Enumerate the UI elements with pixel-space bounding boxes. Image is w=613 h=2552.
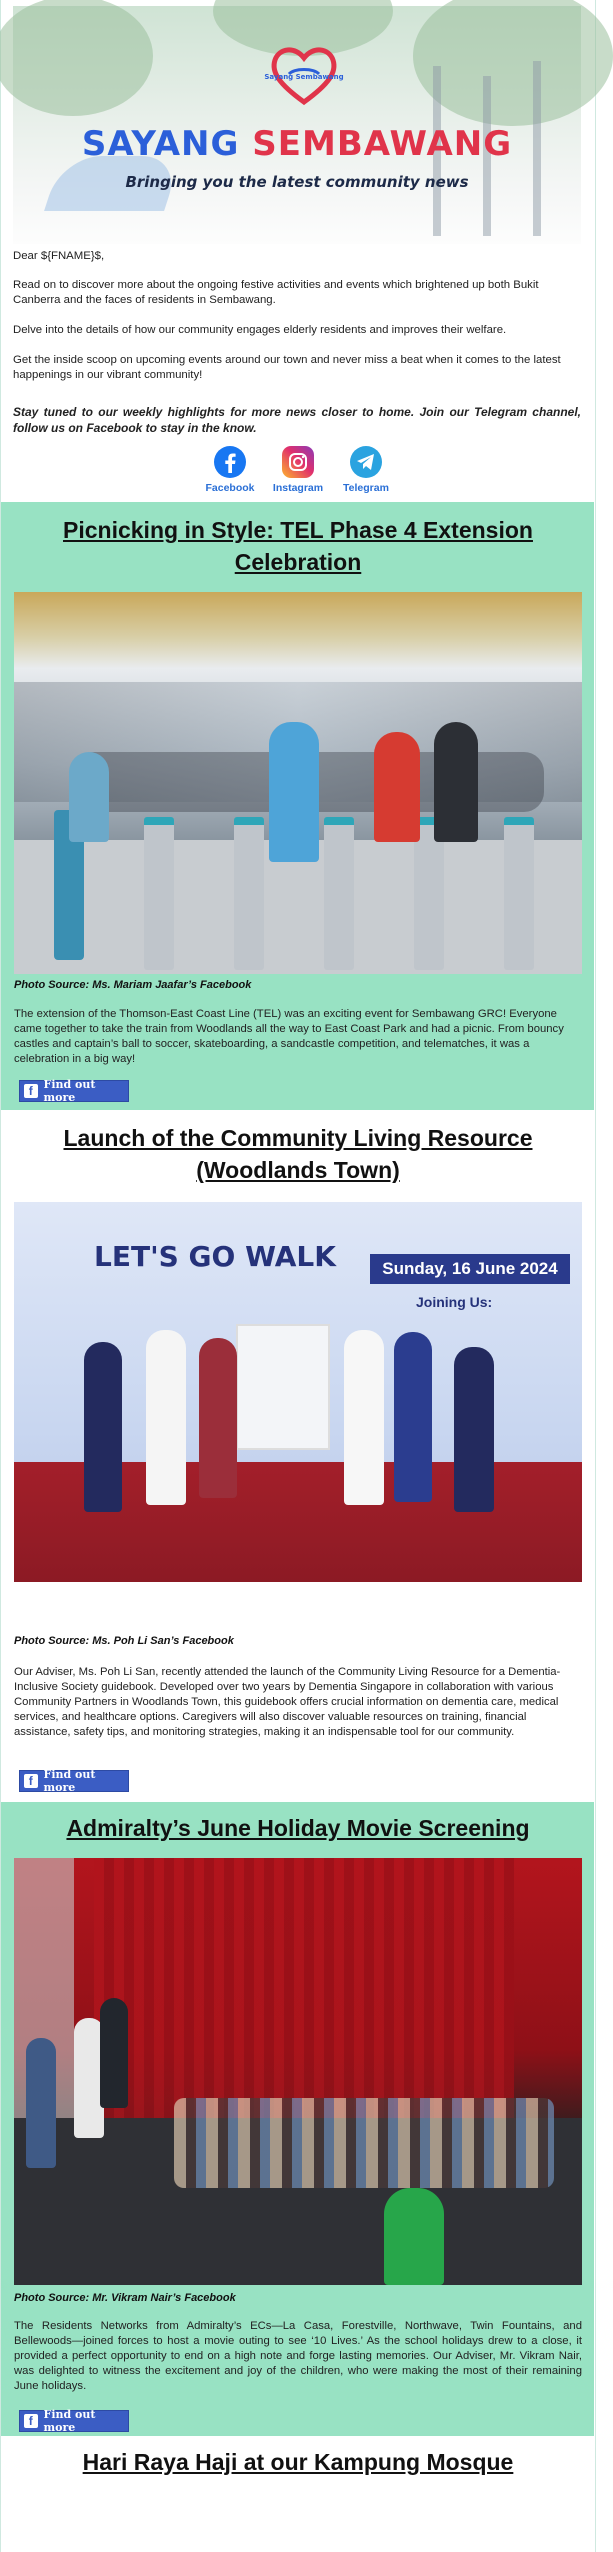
logo-text: Sayang Sembawang	[264, 73, 344, 81]
guidebook-poster	[236, 1324, 330, 1450]
section-hari-raya-haji	[1, 2436, 594, 2552]
section-body: Our Adviser, Ms. Poh Li San, recently attended the launch of the Community Living Resource for a Dementia-Inclusive Society guidebook. Developed over two years by Dementia Singapore in collaboration with various Community Partners in Woodlands Town, this guidebook offers crucial information on dementia care, medical services, and healthcare options. Caregivers will also discover valuable resources on training, financial assistance, safety tips, and monitoring strategies, making it an indispensable tool for our community.	[14, 1666, 561, 1738]
section-community-living	[1, 1110, 594, 1802]
tel-station-photo	[14, 592, 582, 974]
find-out-more-button[interactable]	[19, 1770, 129, 1792]
instagram-icon	[282, 446, 314, 478]
section-title: Admiralty’s June Holiday Movie Screening	[66, 1815, 530, 1841]
title-part-1: SAYANG	[81, 124, 240, 164]
find-out-more-label: Find out more	[43, 1078, 96, 1104]
facebook-icon: f	[24, 1774, 38, 1788]
section-tel-extension	[1, 502, 594, 1110]
section-title: Launch of the Community Living Resource (Woodlands Town)	[63, 1125, 533, 1183]
section-body: The extension of the Thomson-East Coast Line (TEL) was an exciting event for Sembawang GRC! Everyone came together to take the train from Woodlands all the way to East Coast Park and had a picnic. From bouncy castles and captain’s ball to soccer, skateboarding, a sandcastle competition, and telematches, it was a celebration in a big way!	[14, 1008, 564, 1065]
find-out-more-label: Find out more	[43, 1768, 96, 1794]
intro-paragraph-3: Get the inside scoop on upcoming events around our town and never miss a beat when it comes to the latest happenings in our vibrant community!	[13, 354, 561, 381]
find-out-more-button[interactable]	[19, 2410, 129, 2432]
telegram-label: Telegram	[343, 482, 389, 494]
stay-tuned-text: Stay tuned to our weekly highlights for more news closer to home. Join our Telegram channel, follow us on Facebook to stay in the know.	[13, 405, 581, 435]
facebook-icon	[214, 446, 246, 478]
title-part-2: SEMBAWANG	[252, 124, 513, 164]
banner-text: LET'S GO WALK	[94, 1240, 336, 1273]
telegram-icon	[350, 446, 382, 478]
sayang-sembawang-logo	[259, 44, 349, 114]
section-title: Hari Raya Haji at our Kampung Mosque	[82, 2449, 514, 2475]
event-date: Sunday, 16 June 2024	[370, 1254, 570, 1284]
movie-screening-photo	[14, 1858, 582, 2285]
photo-caption: Photo Source: Ms. Poh Li San’s Facebook	[14, 1635, 234, 1647]
intro-paragraph-2: Delve into the details of how our community engages elderly residents and improves their welfare.	[13, 324, 507, 336]
newsletter-title	[13, 124, 581, 164]
telegram-link[interactable]	[336, 446, 396, 494]
facebook-label: Facebook	[205, 482, 255, 494]
newsletter-subtitle: Bringing you the latest community news	[125, 173, 469, 191]
instagram-link[interactable]	[268, 446, 328, 494]
facebook-icon: f	[24, 1084, 38, 1098]
facebook-icon: f	[24, 2414, 38, 2428]
facebook-link[interactable]	[200, 446, 260, 494]
community-living-photo	[14, 1202, 582, 1582]
section-body: The Residents Networks from Admiralty’s ECs—La Casa, Forestville, Northwave, Twin Fountains, and Bellewoods—joined forces to host a movie outing to see ‘10 Lives.’ As the school holidays drew to a close, it provided a perfect opportunity to end on a high note and forge lasting memories. Our Adviser, Mr. Vikram Nair, was delighted to witness the excitement and joy of the children, who were making the most of their remaining June holidays.	[14, 2320, 582, 2392]
greeting: Dear ${FNAME}$,	[13, 250, 105, 262]
photo-caption: Photo Source: Mr. Vikram Nair’s Facebook	[14, 2292, 236, 2304]
header-banner	[13, 6, 581, 244]
section-title: Picnicking in Style: TEL Phase 4 Extension Celebration	[63, 517, 533, 575]
find-out-more-button[interactable]	[19, 1080, 129, 1102]
joining-text: Joining Us:	[416, 1294, 493, 1310]
instagram-label: Instagram	[272, 482, 324, 494]
heart-logo-icon	[264, 44, 344, 106]
intro-paragraph-1: Read on to discover more about the ongoing festive activities and events which brightened up both Bukit Canberra and the faces of residents in Sembawang.	[13, 279, 539, 306]
find-out-more-label: Find out more	[43, 2408, 96, 2434]
section-movie-screening	[1, 1802, 594, 2436]
photo-caption: Photo Source: Ms. Mariam Jaafar’s Facebook	[14, 979, 252, 991]
